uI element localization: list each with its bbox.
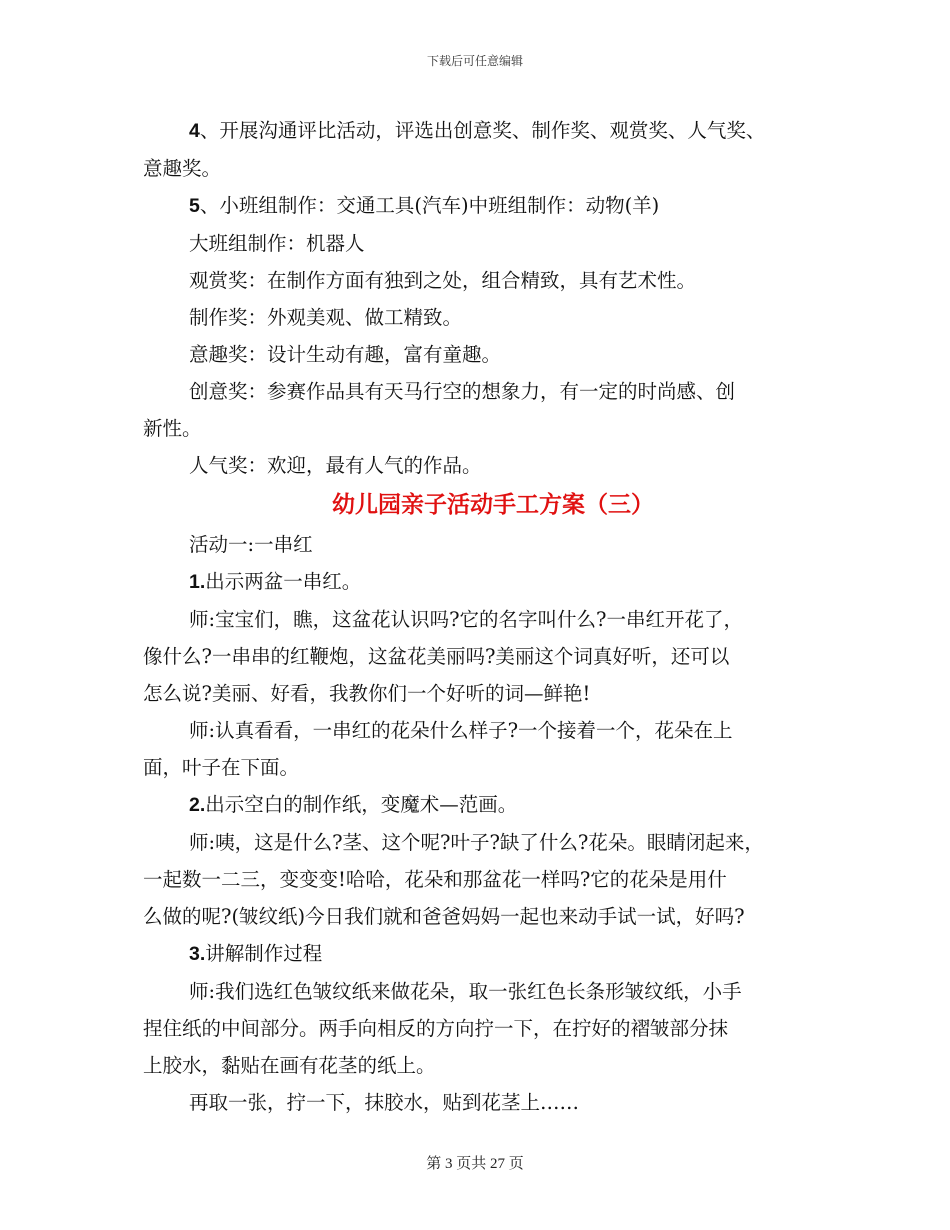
step-1	[143, 563, 823, 601]
paragraph-creative-award-line-1: 创意奖：参赛作品具有天马行空的想象力，有一定的时尚感、创	[189, 380, 736, 403]
document-body	[143, 112, 823, 1121]
teacher-paragraph-3-line-3: 么做的呢?(皱纹纸)今日我们就和爸爸妈妈一起也来动手试一试，好吗?	[143, 905, 745, 928]
final-paragraph: 再取一张，拧一下，抹胶水，贴到花茎上……	[189, 1091, 580, 1114]
teacher-paragraph-3-line-1: 师:咦，这是什么?茎、这个呢?叶子?缺了什么?花朵。眼睛闭起来，	[189, 831, 764, 854]
item-number: 5	[189, 195, 200, 217]
page-header: 下载后可任意编辑	[426, 54, 523, 68]
step-3	[143, 935, 823, 973]
paragraph-text: 、小班组制作：交通工具(汽车)中班组制作：动物(羊)	[199, 194, 660, 217]
step-number: 2.	[189, 794, 206, 816]
paragraph-fun-award: 意趣奖：设计生动有趣，富有童趣。	[189, 343, 502, 366]
item-number: 4	[189, 120, 200, 142]
step-number: 3.	[189, 943, 206, 965]
paragraph-5	[143, 187, 823, 225]
paragraph-making-award: 制作奖：外观美观、做工精致。	[189, 306, 463, 329]
section-title: 幼儿园亲子活动手工方案（三）	[332, 491, 654, 518]
step-text: 出示空白的制作纸，变魔术—范画。	[205, 793, 518, 816]
step-text: 出示两盆一串红。	[205, 570, 362, 593]
teacher-paragraph-4-line-1: 师:我们选红色皱纹纸来做花朵，取一张红色长条形皱纹纸，小手	[189, 980, 742, 1003]
step-2	[143, 786, 823, 824]
teacher-paragraph-4-line-2: 捏住纸的中间部分。两手向相反的方向拧一下，在拧好的褶皱部分抹	[143, 1017, 729, 1040]
paragraph-4-line-1	[143, 112, 823, 150]
paragraph-text: 、开展沟通评比活动，评选出创意奖、制作奖、观赏奖、人气奖、	[199, 119, 766, 142]
teacher-paragraph-1-line-2: 像什么?一串串的红鞭炮，这盆花美丽吗?美丽这个词真好听，还可以	[143, 645, 730, 668]
paragraph-big-class: 大班组制作：机器人	[189, 232, 365, 255]
step-number: 1.	[189, 571, 206, 593]
paragraph-viewing-award: 观赏奖：在制作方面有独到之处，组合精致，具有艺术性。	[189, 269, 697, 292]
teacher-paragraph-2-line-2: 面，叶子在下面。	[143, 756, 300, 779]
teacher-paragraph-1-line-3: 怎么说?美丽、好看，我教你们一个好听的词—鲜艳!	[143, 682, 591, 705]
step-text: 讲解制作过程	[205, 942, 323, 965]
paragraph-creative-award-line-2: 新性。	[143, 417, 202, 440]
paragraph-4-line-2: 意趣奖。	[143, 157, 222, 180]
page-footer: 第 3 页共 27 页	[426, 1156, 524, 1172]
paragraph-popularity-award: 人气奖：欢迎，最有人气的作品。	[189, 454, 482, 477]
teacher-paragraph-1-line-1: 师:宝宝们，瞧，这盆花认识吗?它的名字叫什么?一串红开花了，	[189, 608, 743, 631]
activity-heading: 活动一:一串红	[189, 533, 313, 556]
teacher-paragraph-4-line-3: 上胶水，黏贴在画有花茎的纸上。	[143, 1054, 436, 1077]
teacher-paragraph-3-line-2: 一起数一二三，变变变!哈哈，花朵和那盆花一样吗?它的花朵是用什	[143, 868, 727, 891]
teacher-paragraph-2-line-1: 师:认真看看，一串红的花朵什么样子?一个接着一个，花朵在上	[189, 719, 733, 742]
